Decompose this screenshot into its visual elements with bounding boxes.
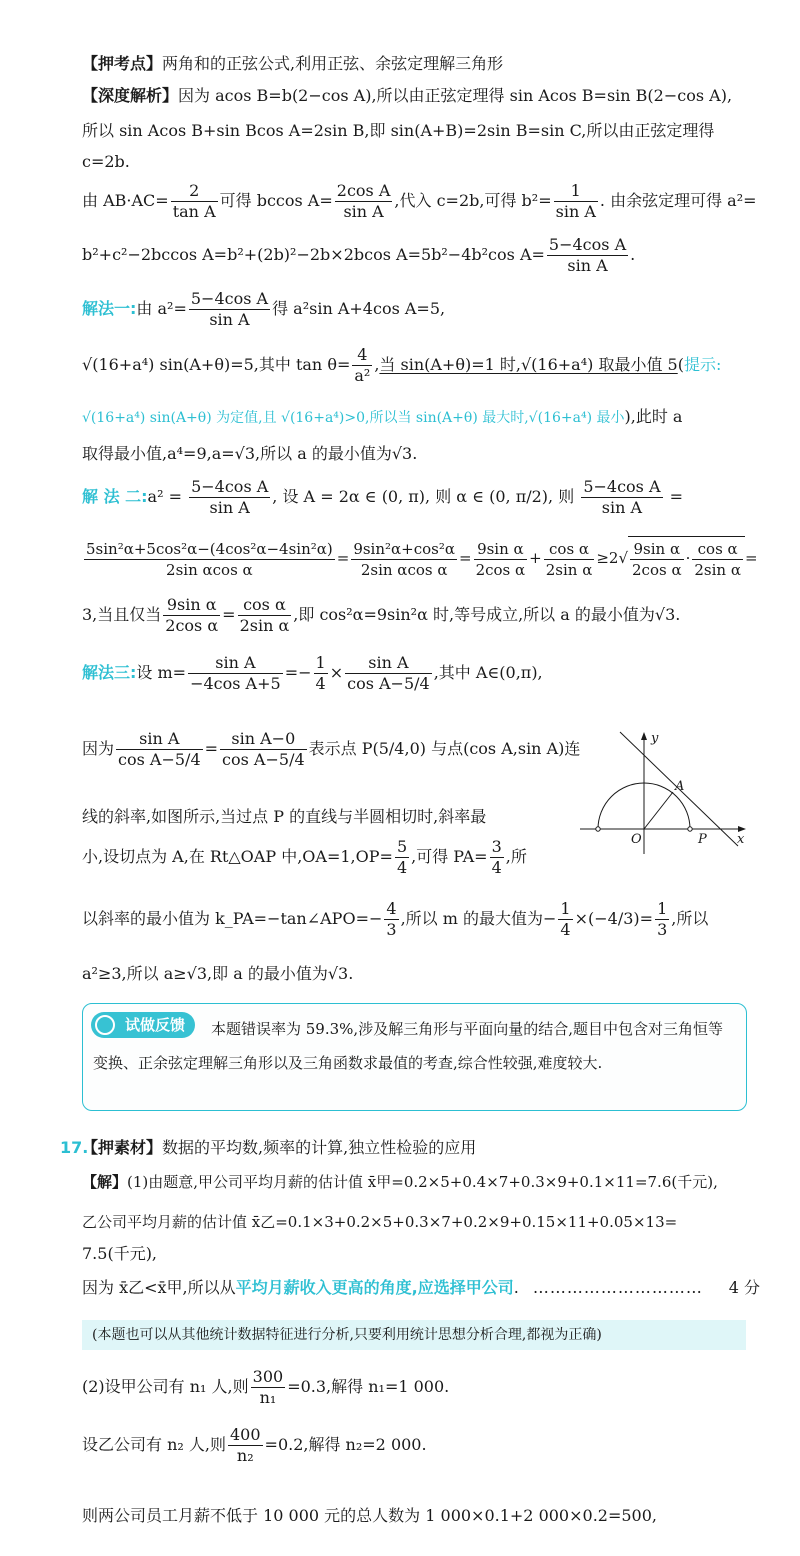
q17-solution-line-2: 乙公司平均月薪的估计值 x̄乙=0.1×3+0.2×5+0.3×7+0.2×9+0.15×11+0.05×13= <box>82 1213 678 1231</box>
fraction <box>655 899 669 940</box>
text-seg: ×(−4/3)= <box>574 909 654 928</box>
fraction <box>490 837 504 878</box>
text-seg: 由 AB·AC= <box>82 191 169 210</box>
material-text: 数据的平均数,频率的计算,独立性检验的应用 <box>162 1138 477 1157</box>
label-A: A <box>675 779 685 794</box>
text-seg: 因为 <box>82 739 115 758</box>
analysis-line-5 <box>82 234 760 276</box>
method-3-line-2: 因为 $\frac{\text{sin A}}{\text{cos A−5/4}}$ = $\frac{\text{sin A−0}}{\text{cos A−5/4}}$ 表示点 P(5/4,0) 与点(cos A,sin A)连 <box>82 729 581 769</box>
denominator: 2cos α <box>475 560 526 579</box>
text-seg: , <box>374 355 380 374</box>
denominator: 4 <box>315 674 326 693</box>
denominator: cos A−5/4 <box>118 750 201 769</box>
text-seg: ,所以 m 的最大值为− <box>400 909 557 928</box>
denominator: 4 <box>560 920 571 939</box>
text-seg: = <box>664 487 684 506</box>
numerator: 400 <box>229 1425 261 1444</box>
denominator: sin A <box>567 256 608 275</box>
denominator: tan A <box>172 202 216 221</box>
text-seg: ,即 cos²α=9sin²α 时,等号成立,所以 a 的最小值为√3. <box>293 605 681 624</box>
fraction <box>238 595 292 636</box>
denominator: −4cos A+5 <box>190 674 281 693</box>
denominator: cos A−5/4 <box>347 674 430 693</box>
numerator: 9sin α <box>630 539 684 560</box>
text-seg: (2)设甲公司有 n₁ 人,则 <box>82 1377 249 1396</box>
text-seg: . <box>630 245 636 264</box>
label-x: x <box>737 832 745 847</box>
denominator: n₂ <box>236 1446 254 1465</box>
fraction <box>692 539 743 580</box>
text-seg: ( <box>677 355 684 374</box>
key-point-line <box>82 52 760 76</box>
fraction <box>189 289 270 330</box>
denominator: sin A <box>555 202 596 221</box>
feedback-check-icon <box>95 1015 115 1035</box>
q17-solution-line-4 <box>82 1276 760 1300</box>
analysis-text: 因为 acos B=b(2−cos A),所以由正弦定理得 sin Acos B=sin B(2−cos A), <box>178 86 733 105</box>
denominator: a² <box>354 366 371 385</box>
fraction <box>474 539 528 580</box>
method-3-line-4 <box>82 836 570 878</box>
text-seg: , 设 A = 2α ∈ (0, π), 则 α ∈ (0, π/2), 则 <box>272 487 580 506</box>
denominator: 3 <box>386 920 397 939</box>
numerator: 1 <box>560 899 571 918</box>
hint-text: √(16+a⁴) sin(A+θ) 为定值,且 √(16+a⁴)>0,所以当 sin(A+θ) 最大时,√(16+a⁴) 最小 <box>82 410 625 426</box>
numerator: 300 <box>252 1367 284 1386</box>
method-3-line-5 <box>82 898 760 940</box>
numerator: sin A <box>116 729 203 750</box>
right-endpoint <box>688 827 692 831</box>
numerator: 5sin²α+5cos²α−(4cos²α−4sin²α) <box>86 539 333 558</box>
numerator: sin A <box>188 653 283 674</box>
fraction <box>395 837 409 878</box>
solution-tag: 【解】 <box>82 1173 128 1191</box>
solution-text: (1)由题意,甲公司平均月薪的估计值 x̄甲=0.2×5+0.4×7+0.3×9+0.1×11=7.6(千元), <box>127 1173 718 1191</box>
numerator: sin A <box>345 653 432 674</box>
key-point-tag: 【押考点】 <box>82 54 163 73</box>
text-seg: . 由余弦定理可得 a²= <box>599 191 757 210</box>
denominator: sin A <box>209 498 250 517</box>
q17-solution-line-7: 则两公司员工月薪不低于 10 000 元的总人数为 1 000×0.1+2 000×0.2=500, <box>82 1506 657 1525</box>
numerator: sin A−0 <box>220 729 307 750</box>
fraction <box>314 653 328 694</box>
denominator: 2sin αcos α <box>360 560 448 579</box>
denominator: 4 <box>491 858 502 877</box>
analysis-line-2: 所以 sin Acos B+sin Bcos A=2sin B,即 sin(A+B)=2sin B=sin C,所以由正弦定理得 <box>82 121 715 140</box>
text-seg: × <box>329 663 344 682</box>
q17-solution-line-5 <box>82 1366 760 1408</box>
denominator: sin A <box>343 202 384 221</box>
denominator: 2sin α <box>545 560 593 579</box>
left-endpoint <box>596 827 600 831</box>
fraction <box>544 539 595 580</box>
fraction <box>116 729 203 770</box>
text-seg: 设乙公司有 n₂ 人,则 <box>82 1435 226 1454</box>
method-2-line-3: 3,当且仅当 $\frac{\text{9sin α}}{\text{2cos α}}$ = $\frac{\text{cos α}}{\text{2sin α}}$ ,即 cos²α=9sin²α 时,等号成立,所以 a 的最小值为√3. <box>82 595 681 635</box>
analysis-tag: 【深度解析】 <box>82 86 179 105</box>
text-seg: b²+c²−2bccos A=b²+(2b)²−2b×2bcos A=5b²−4b²cos A= <box>82 245 545 264</box>
denominator: 2sin α <box>239 616 290 635</box>
text-seg: 得 a²sin A+4cos A=5, <box>272 299 446 318</box>
feedback-box <box>82 1003 747 1111</box>
denominator: sin A <box>209 310 250 329</box>
text-seg: 以斜率的最小值为 k_PA=−tan∠APO=− <box>82 909 383 928</box>
method-1-tag: 解法一: <box>82 299 137 318</box>
y-axis-arrow <box>641 732 647 740</box>
semicircle-tangent-figure <box>578 728 758 858</box>
analysis-line-1 <box>82 84 760 108</box>
feedback-badge-label: 试做反馈 <box>125 1016 186 1034</box>
numerator: cos α <box>238 595 292 616</box>
leader-dots: ………………………… <box>532 1278 703 1297</box>
fraction <box>84 539 335 580</box>
q17-material-line <box>82 1136 760 1160</box>
text-seg: =0.3,解得 n₁=1 000. <box>287 1377 450 1396</box>
fraction <box>228 1425 263 1466</box>
method-2-line-1 <box>82 476 760 518</box>
highlight-text: 平均月薪收入更高的角度,应选择甲公司 <box>235 1278 514 1297</box>
numerator: cos α <box>692 539 743 560</box>
text-seg: √(16+a⁴) sin(A+θ)=5,其中 tan θ= <box>82 355 351 374</box>
numerator: 9sin²α+cos²α <box>353 539 455 558</box>
fraction <box>335 181 393 222</box>
hint-label: 提示: <box>683 355 722 374</box>
method-3-line-6: a²≥3,所以 a≥√3,即 a 的最小值为√3. <box>82 964 354 983</box>
text-seg: =0.2,解得 n₂=2 000. <box>264 1435 427 1454</box>
analysis-line-3: c=2b. <box>82 152 130 171</box>
fraction <box>558 899 572 940</box>
q17-solution-line-1 <box>82 1170 760 1194</box>
text-seg: 可得 bccos A= <box>219 191 333 210</box>
denominator: n₁ <box>259 1388 277 1407</box>
denominator: 2cos α <box>165 616 219 635</box>
feedback-badge <box>91 1012 195 1038</box>
fraction <box>251 1367 286 1408</box>
score-label: 4 分 <box>728 1278 760 1297</box>
label-y: y <box>651 731 659 746</box>
text-seg: ,代入 c=2b,可得 b²= <box>394 191 552 210</box>
numerator: 1 <box>315 653 326 672</box>
fraction <box>188 653 283 694</box>
numerator: 5−4cos A <box>191 477 269 496</box>
fraction <box>351 539 457 580</box>
method-1-line-4: 取得最小值,a⁴=9,a=√3,所以 a 的最小值为√3. <box>82 444 418 463</box>
fraction <box>581 477 662 518</box>
q17-solution-line-3: 7.5(千元), <box>82 1244 158 1263</box>
analysis-line-4 <box>82 180 760 222</box>
denominator: cos A−5/4 <box>222 750 305 769</box>
text-seg: 小,设切点为 A,在 Rt△OAP 中,OA=1,OP= <box>82 847 393 866</box>
numerator: 9sin α <box>474 539 528 560</box>
method-2-tag: 解 法 二: <box>82 487 148 506</box>
method-3-line-1 <box>82 652 760 694</box>
text-seg: a² = <box>147 487 188 506</box>
denominator: 4 <box>396 858 408 877</box>
fraction <box>220 729 307 770</box>
fraction <box>345 653 432 694</box>
text-seg: ,所 <box>505 847 527 866</box>
denominator: 2sin α <box>694 560 741 579</box>
fraction <box>384 899 398 940</box>
text-seg: 因为 x̄乙<x̄甲,所以从 <box>82 1278 236 1297</box>
text-seg: 表示点 P(5/4,0) 与点(cos A,sin A)连 <box>308 739 581 758</box>
numerator: 1 <box>554 181 598 202</box>
text-seg: ,其中 A∈(0,π), <box>433 663 543 682</box>
question-number: 17. <box>60 1138 89 1157</box>
text-seg: 由 a²= <box>136 299 187 318</box>
method-1-line-3 <box>82 405 760 430</box>
key-point-text: 两角和的正弦公式,利用正弦、余弦定理解三角形 <box>162 54 504 73</box>
denominator: 2sin αcos α <box>166 560 253 579</box>
method-3-line-3: 线的斜率,如图所示,当过点 P 的直线与半圆相切时,斜率最 <box>82 807 487 826</box>
numerator: 1 <box>657 899 668 918</box>
numerator: 3 <box>491 837 502 856</box>
note-box: (本题也可以从其他统计数据特征进行分析,只要利用统计思想分析合理,都视为正确) <box>82 1320 746 1350</box>
fraction <box>630 539 684 580</box>
text-seg: ),此时 a <box>624 407 683 426</box>
text-seg: . <box>513 1278 519 1297</box>
text-seg: ,所以 <box>671 909 709 928</box>
method-3-tag: 解法三: <box>82 663 137 682</box>
numerator: cos α <box>544 539 595 560</box>
material-tag: 【押素材】 <box>82 1138 163 1157</box>
fraction <box>547 235 628 276</box>
numerator: 4 <box>352 345 372 366</box>
numerator: 9sin α <box>163 595 220 616</box>
denominator: 3 <box>657 920 668 939</box>
fraction <box>352 345 372 386</box>
numerator: 5−4cos A <box>583 477 661 496</box>
fraction <box>171 181 218 222</box>
fraction <box>163 595 220 636</box>
text-seg: 3,当且仅当 <box>82 605 162 624</box>
numerator: 5 <box>396 837 408 856</box>
text-seg: ,可得 PA= <box>411 847 488 866</box>
feedback-content: 本题错误率为 59.3%,涉及解三角形与平面向量的结合,题目中包含对三角恒等变换、正余弦定理解三角形以及三角函数求最值的考查,综合性较强,难度较大. <box>93 1020 723 1072</box>
label-O: O <box>631 832 642 847</box>
method-1-line-2 <box>82 344 760 386</box>
q17-solution-line-6 <box>82 1424 760 1466</box>
method-2-line-2: $\frac{\text{5sin²α+5cos²α−(4cos²α−4sin²α)}}{\text{2sin αcos α}}$ = $\frac{\text{9sin²α+cos²α}}{\text{2sin αcos α}}$ = $\frac{\text{9sin α}}{\text{2cos α}}$ + $\frac{\text{cos α}}{\text{2sin α}}$ ≥2√ $\frac{\text{9sin α}}{\text{2cos α}}$ · $\frac{\text{cos α}}{\text{2sin α}}$ = <box>82 536 760 580</box>
fraction <box>189 477 270 518</box>
label-P: P <box>698 832 707 847</box>
denominator: sin A <box>601 498 643 517</box>
method-1-line-1 <box>82 288 760 330</box>
text-seg: =− <box>284 663 312 682</box>
numerator: 5−4cos A <box>548 235 627 254</box>
numerator: 5−4cos A <box>190 289 269 308</box>
numerator: 2 <box>171 181 218 202</box>
numerator: 2cos A <box>336 181 391 200</box>
radius-OA <box>644 792 673 829</box>
numerator: 4 <box>386 899 397 918</box>
text-seg: 设 m= <box>136 663 187 682</box>
underlined-text: 当 sin(A+θ)=1 时,√(16+a⁴) 取最小值 5 <box>379 355 678 374</box>
denominator: 2cos α <box>632 560 682 579</box>
fraction <box>554 181 598 222</box>
